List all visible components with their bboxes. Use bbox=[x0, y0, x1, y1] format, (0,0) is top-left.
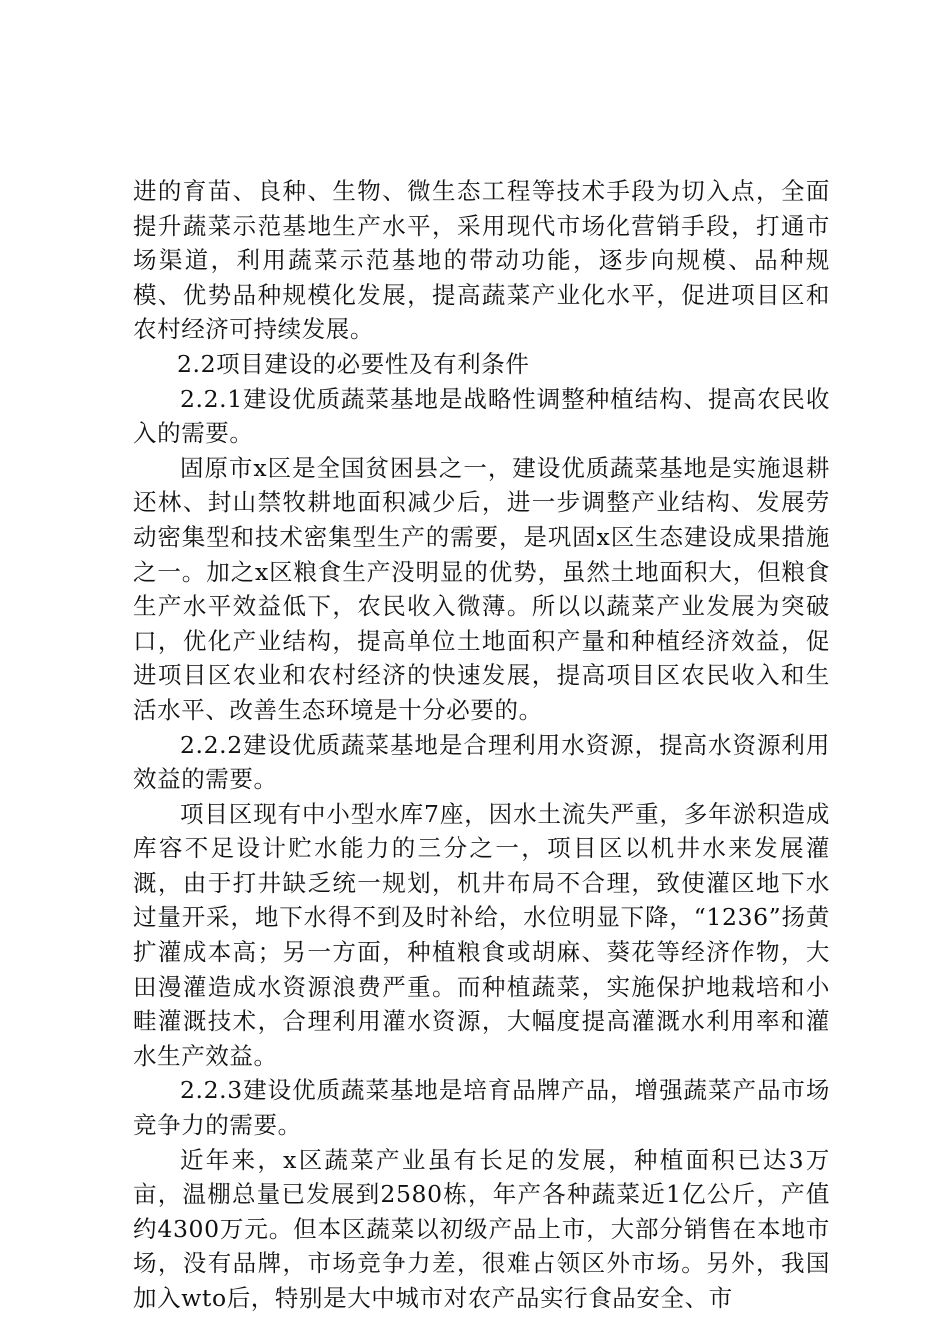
paragraph-water: 项目区现有中小型水库7座，因水土流失严重，多年淤积造成库容不足设计贮水能力的三分之一，项目区以机井水来发展灌溉，由于打井缺乏统一规划，机井布局不合理，致使灌区地下水过量开采，地下水得不到及时补给，水位明显下降，“1236”扬黄扩灌成本高；另一方面，种植粮食或胡麻、葵花等经济作物，大田漫灌造成水资源浪费严重。而种植蔬菜，实施保护地栽培和小畦灌溉技术，合理利用灌水资源，大幅度提高灌溉水利用率和灌水生产效益。 bbox=[133, 799, 830, 1070]
subheading-2-2-1: 2.2.1建设优质蔬菜基地是战略性调整种植结构、提高农民收入的需要。 bbox=[133, 384, 830, 448]
section-heading-2-2: 2.2项目建设的必要性及有利条件 bbox=[177, 349, 530, 378]
paragraph-continuation: 进的育苗、良种、生物、微生态工程等技术手段为切入点，全面提升蔬菜示范基地生产水平，采用现代市场化营销手段，打通市场渠道，利用蔬菜示范基地的带动功能，逐步向规模、品种规模、优势品种规模化发展，提高蔬菜产业化水平，促进项目区和农村经济可持续发展。 bbox=[133, 177, 830, 344]
subheading-2-2-2: 2.2.2建设优质蔬菜基地是合理利用水资源，提高水资源利用效益的需要。 bbox=[133, 730, 830, 794]
subheading-2-2-3: 2.2.3建设优质蔬菜基地是培育品牌产品，增强蔬菜产品市场竞争力的需要。 bbox=[133, 1076, 830, 1140]
paragraph-market: 近年来，x区蔬菜产业虽有长足的发展，种植面积已达3万亩，温棚总量已发展到2580栋，年产各种蔬菜近1亿公斤，产值约4300万元。但本区蔬菜以初级产品上市，大部分销售在本地市场，没有品牌，市场竞争力差，很难占领区外市场。另外，我国加入wto后，特别是大中城市对农产品实行食品安全、市 bbox=[133, 1145, 830, 1312]
paragraph-guyuan: 固原市x区是全国贫困县之一，建设优质蔬菜基地是实施退耕还林、封山禁牧耕地面积减少后，进一步调整产业结构、发展劳动密集型和技术密集型生产的需要，是巩固x区生态建设成果措施之一。加之x区粮食生产没明显的优势，虽然土地面积大，但粮食生产水平效益低下，农民收入微薄。所以以蔬菜产业发展为突破口，优化产业结构，提高单位土地面积产量和种植经济效益，促进项目区农业和农村经济的快速发展，提高项目区农民收入和生活水平、改善生态环境是十分必要的。 bbox=[133, 453, 830, 724]
document-page bbox=[133, 174, 830, 1316]
